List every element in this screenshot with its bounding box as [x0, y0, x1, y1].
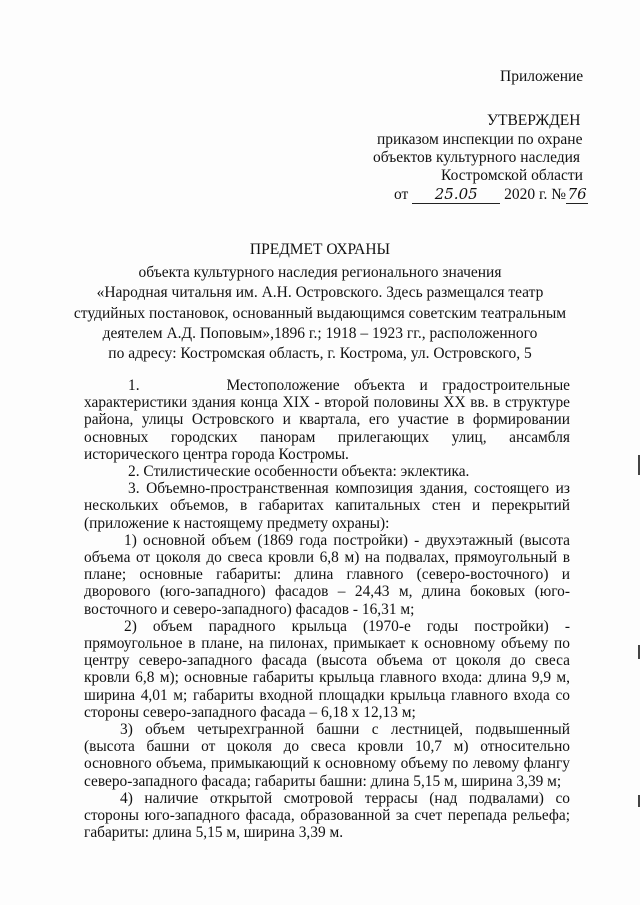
paragraph-3-3: 3) объем четырехгранной башни с лестницей, подвышенный (высота башни от цоколя до свеса кровли 10,7 м) относительно основного объема, примыкающий к основному объему по левому флангу северо-западного фасада; габариты башни: длина 5,15 м, ширина 3,39 м; [84, 721, 570, 790]
number-field [566, 186, 588, 204]
date-field [412, 186, 500, 204]
order-line-2: объектов культурного наследия [373, 149, 581, 166]
order-line-1: приказом инспекции по охране [377, 131, 583, 148]
title-line-3: студийных постановок, основанный выдающимся советским театральным [73, 305, 567, 322]
date-year: 2020 г. № [504, 186, 567, 203]
document-body [84, 377, 574, 842]
approved-label: УТВЕРЖДЕН [487, 112, 581, 129]
title-line-2: «Народная читальня им. А.Н. Островского. Здесь размещался театр [96, 284, 544, 301]
paragraph-2: 2. Стилистические особенности объекта: эклектика. [128, 463, 470, 481]
paragraph-3-1: 1) основной объем (1869 года постройки) - двухэтажный (высота объема от цоколя до свеса кровли 6,8 м) на подвалах, прямоугольный в плане; основные габариты: длина главного (северо-восточного) и дворового (юго-западного) фасадов – 24,43 м, длина боковых (юго-восточного и северо-западного) фасадов - 16,31 м; [84, 531, 570, 618]
paragraph-3-2: 2) объем парадного крыльца (1970-е годы постройки) - прямоугольное в плане, на пилонах, примыкает к основному объему по центру северо-западного фасада (высота объема от цоколя до свеса кровли 6,8 м); основные габариты крыльца главного входа: длина 9,9 м, ширина 4,01 м; габариты входной площадки крыльца главного входа со стороны северо-западного фасада – 6,18 х 12,13 м; [84, 617, 570, 721]
paragraph-3: 3. Объемно-пространственная композиция здания, состоящего из нескольких объемов, в габаритах капитальных стен и перекрытий (приложение к настоящему предмету охраны): [84, 480, 570, 532]
paragraph-1: 1. Местоположение объекта и градостроительные характеристики здания конца XIX - второй половины XX вв. в структуре района, улицы Островского и квартала, его участие в формировании основных городских панорам прилегающих улиц, ансамбля исторического центра города Костромы. [84, 377, 574, 463]
title-line-4: деятелем А.Д. Поповым»,1896 г.; 1918 – 1923 гг., расположенного [102, 325, 538, 342]
order-line-3: Костромской области [441, 167, 583, 184]
handwritten-number: 76 [567, 185, 587, 203]
paragraph-3-4: 4) наличие открытой смотровой террасы (над подвалами) со стороны юго-западного фасада, образованной за счет перепада рельефа; габариты: длина 5,15 м, ширина 3,39 м. [84, 789, 570, 842]
title-line-1: объекта культурного наследия регионального значения [138, 264, 502, 281]
order-date-line [394, 186, 588, 204]
title-line-5: по адресу: Костромская область, г. Кострома, ул. Островского, 5 [108, 345, 532, 362]
document-heading: ПРЕДМЕТ ОХРАНЫ [249, 241, 391, 258]
appendix-label: Приложение [500, 68, 584, 85]
date-prefix: от [394, 186, 409, 203]
handwritten-date: 25.05 [434, 185, 478, 203]
